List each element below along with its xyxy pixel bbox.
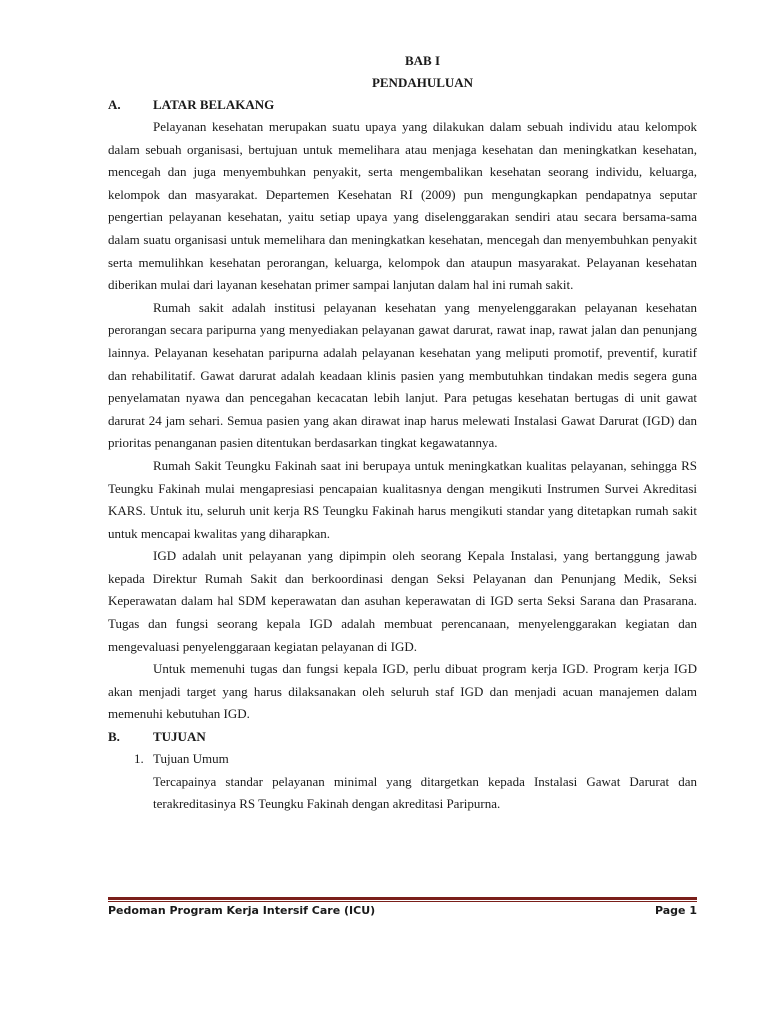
footer-rule-thin: [108, 901, 697, 902]
section-b-letter: B.: [108, 729, 120, 745]
list-item-number: 1.: [134, 751, 144, 767]
section-heading-a: [108, 94, 697, 116]
paragraph-2: Rumah sakit adalah institusi pelayanan kesehatan yang menyelenggarakan pelayanan kesehatan perorangan secara paripurna yang menyediakan pelayanan gawat darurat, rawat inap, rawat jalan dan penunjang lainnya. Pelayanan kesehatan paripurna adalah pelayanan kesehatan yang meliputi promotif, preventif, kuratif dan rehabilitatif. Gawat darurat adalah keadaan klinis pasien yang membutuhkan tindakan medis segera guna penyelamatan nyawa dan pencegahan kecacatan lebih lanjut. Para petugas kesehatan bertugas di unit gawat darurat 24 jam sehari. Semua pasien yang akan dirawat inap harus melewati Instalasi Gawat Darurat (IGD) dan prioritas penanganan pasien ditentukan berdasarkan tingkat kegawatannya.: [108, 299, 697, 451]
chapter-number: BAB I: [404, 53, 441, 68]
paragraph-4: IGD adalah unit pelayanan yang dipimpin oleh seorang Kepala Instalasi, yang bertanggung jawab kepada Direktur Rumah Sakit dan berkoordinasi dengan Seksi Pelayanan dan Penunjang Medik, Seksi Keperawatan dalam hal SDM keperawatan dan asuhan keperawatan di IGD serta Seksi Sarana dan Prasarana. Tugas dan fungsi seorang kepala IGD adalah membuat perencanaan, menyelenggarakan kegiatan dan mengevaluasi penyelenggaraan kegiatan pelayanan di IGD.: [108, 548, 697, 654]
section-b-title: TUJUAN: [153, 729, 206, 745]
section-a-title: LATAR BELAKANG: [153, 97, 275, 112]
section-heading-b: [108, 726, 697, 748]
footer-page-number: Page 1: [654, 904, 697, 917]
footer-document-title: Pedoman Program Kerja Intersif Care (ICU): [108, 904, 376, 917]
paragraph-5: Untuk memenuhi tugas dan fungsi kepala IGD, perlu dibuat program kerja IGD. Program kerja IGD akan menjadi target yang harus dilaksanakan oleh seluruh staf IGD dan menjadi acuan manajemen dalam memenuhi kebutuhan IGD.: [108, 661, 697, 722]
list-item-tujuan-umum: [108, 748, 697, 771]
document-page: [108, 50, 697, 816]
paragraph-1: Pelayanan kesehatan merupakan suatu upaya yang dilakukan dalam sebuah individu atau kelompok dalam sebuah organisasi, bertujuan untuk memelihara atau menjaga kesehatan dan meningkatkan kesehatan, mencegah dan juga menyembuhkan penyakit, serta mengembalikan kesehatan seorang individu, keluarga, kelompok dan masyarakat. Departemen Kesehatan RI (2009) pun mengungkapkan pendapatnya seputar pengertian pelayanan kesehatan, yaitu setiap upaya yang diselenggarakan sendiri atau secara bersama-sama dalam suatu organisasi untuk memelihara dan meningkatkan kesehatan, mencegah dan menyembuhkan penyakit serta memulihkan kesehatan perorangan, keluarga, kelompok dan ataupun masyarakat. Pelayanan kesehatan diberikan mulai dari layanan kesehatan primer sampai lanjutan dalam hal ini rumah sakit.: [108, 119, 697, 293]
chapter-title: PENDAHULUAN: [371, 75, 474, 90]
section-a-letter: A.: [108, 97, 121, 112]
footer-rule-thick: [108, 897, 697, 900]
list-item-label: Tujuan Umum: [153, 751, 229, 767]
page-footer: [108, 904, 697, 917]
list-item-text: Tercapainya standar pelayanan minimal yang ditargetkan kepada Instalasi Gawat Darurat dan terakreditasinya RS Teungku Fakinah dengan akreditasi Paripurna.: [153, 773, 697, 812]
paragraph-3: Rumah Sakit Teungku Fakinah saat ini berupaya untuk meningkatkan kualitas pelayanan, sehingga RS Teungku Fakinah mulai mengapresiasi pencapaian kualitasnya dengan mengikuti Instrumen Survei Akreditasi KARS. Untuk itu, seluruh unit kerja RS Teungku Fakinah harus mengikuti standar yang ditetapkan rumah sakit untuk mencapai kwalitas yang diharapkan.: [108, 457, 697, 541]
